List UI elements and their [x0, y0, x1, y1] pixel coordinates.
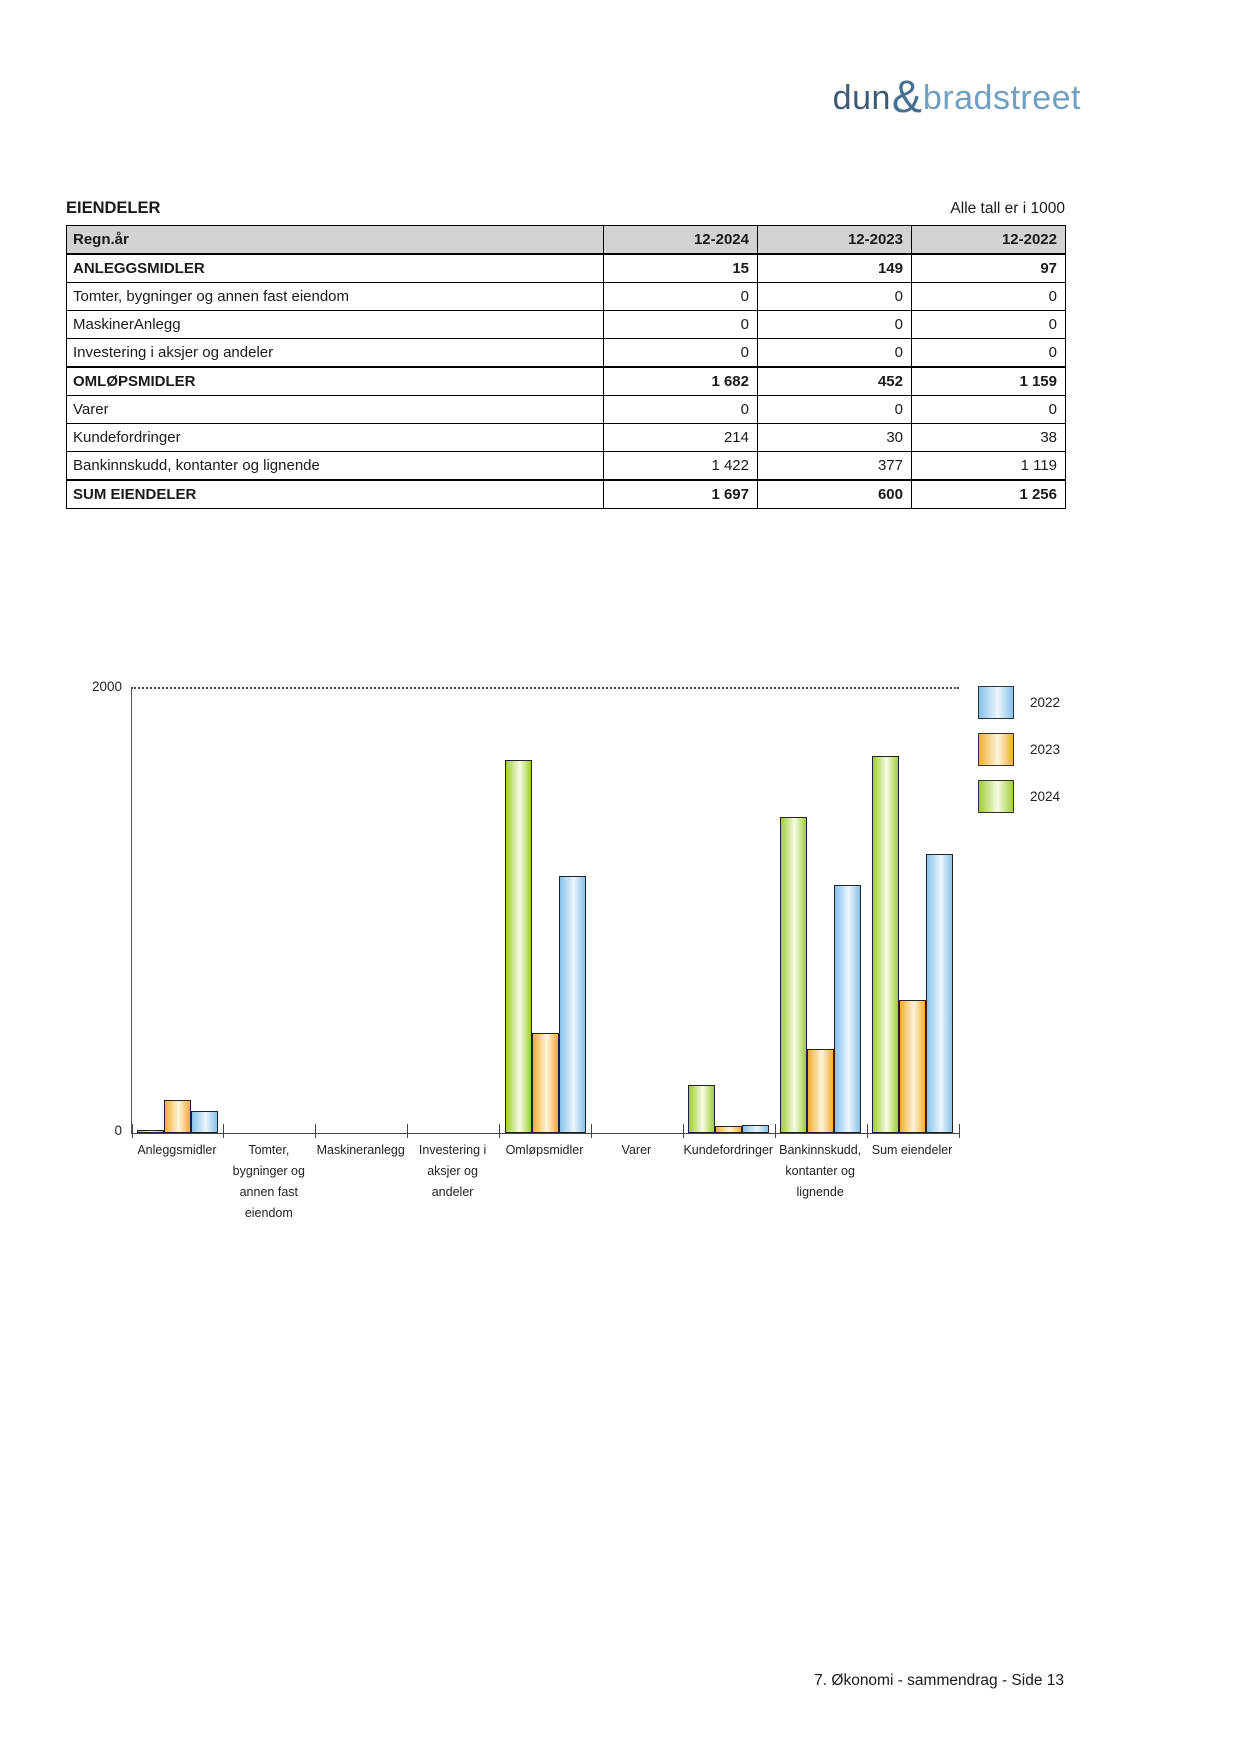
chart-group: [224, 689, 316, 1133]
bar-2024: [505, 760, 532, 1133]
row-value: 0: [758, 311, 912, 339]
row-value: 38: [912, 424, 1066, 452]
x-axis-tick: [499, 1124, 500, 1138]
units-note: Alle tall er i 1000: [950, 200, 1065, 217]
x-axis-label: Varer: [621, 1143, 652, 1157]
x-axis-label: Omløpsmidler: [505, 1143, 584, 1157]
bar-2023: [164, 1100, 191, 1133]
row-label: MaskinerAnlegg: [67, 311, 604, 339]
row-value: 0: [912, 311, 1066, 339]
x-axis-label: Investering i aksjer og andeler: [418, 1143, 487, 1199]
table-row: [67, 452, 1066, 481]
chart-plot: [131, 687, 959, 1134]
chart-group: [775, 689, 867, 1133]
section-header: [66, 199, 1065, 218]
chart-group: [316, 689, 408, 1133]
row-value: 0: [604, 311, 758, 339]
row-value: 1 682: [604, 367, 758, 396]
row-value: 0: [604, 283, 758, 311]
chart-group: [408, 689, 500, 1133]
legend-item-2023: [978, 733, 1060, 766]
chart-xlabels: [131, 1140, 958, 1260]
row-label: Tomter, bygninger og annen fast eiendom: [67, 283, 604, 311]
chart-group: [500, 689, 592, 1133]
row-value: 15: [604, 254, 758, 283]
bar-2022: [191, 1111, 218, 1133]
row-value: 452: [758, 367, 912, 396]
chart-group: [132, 689, 224, 1133]
legend-swatch-2024: [978, 780, 1014, 813]
chart-legend: [978, 686, 1060, 827]
table-row: [67, 367, 1066, 396]
x-axis-label: Sum eiendeler: [871, 1143, 953, 1157]
table-body: [67, 254, 1066, 509]
column-header: 12-2022: [912, 226, 1066, 255]
chart-group: [867, 689, 959, 1133]
row-label: Kundefordringer: [67, 424, 604, 452]
table-row: [67, 396, 1066, 424]
row-value: 0: [912, 339, 1066, 368]
table-row: [67, 283, 1066, 311]
table-row: [67, 424, 1066, 452]
row-value: 1 422: [604, 452, 758, 481]
x-axis-label: Anleggsmidler: [137, 1143, 217, 1157]
row-label: Varer: [67, 396, 604, 424]
row-value: 1 256: [912, 480, 1066, 509]
row-value: 377: [758, 452, 912, 481]
row-value: 30: [758, 424, 912, 452]
bar-2022: [834, 885, 861, 1133]
page-title: EIENDELER: [66, 199, 161, 217]
bar-2024: [780, 817, 807, 1133]
page-footer: 7. Økonomi - sammendrag - Side 13: [814, 1672, 1064, 1689]
table-row: [67, 254, 1066, 283]
row-value: 214: [604, 424, 758, 452]
legend-item-2022: [978, 686, 1060, 719]
table-row: [67, 339, 1066, 368]
bar-2022: [926, 854, 953, 1133]
bar-2023: [715, 1126, 742, 1133]
row-value: 0: [604, 396, 758, 424]
bar-2023: [532, 1033, 559, 1133]
bar-2024: [137, 1130, 164, 1133]
legend-swatch-2023: [978, 733, 1014, 766]
x-axis-label: Maskineranlegg: [316, 1143, 405, 1157]
column-header: Regn.år: [67, 226, 604, 255]
x-axis-tick: [315, 1124, 316, 1138]
y-axis-tick-2000: 2000: [91, 679, 122, 694]
legend-label: 2023: [1030, 742, 1061, 757]
x-axis-label: Tomter, bygninger og annen fast eiendom: [232, 1143, 305, 1220]
x-axis-label: Kundefordringer: [683, 1143, 774, 1157]
dun-bradstreet-logo: [833, 68, 1081, 120]
row-value: 600: [758, 480, 912, 509]
legend-swatch-2022: [978, 686, 1014, 719]
row-value: 1 119: [912, 452, 1066, 481]
x-axis-tick: [407, 1124, 408, 1138]
x-axis-tick: [132, 1124, 133, 1138]
x-axis-tick: [775, 1124, 776, 1138]
table-header-row: [67, 226, 1066, 255]
bar-2024: [872, 756, 899, 1133]
row-value: 0: [758, 396, 912, 424]
row-value: 1 159: [912, 367, 1066, 396]
row-value: 0: [912, 283, 1066, 311]
row-value: 1 697: [604, 480, 758, 509]
legend-label: 2024: [1030, 789, 1061, 804]
row-value: 0: [758, 283, 912, 311]
logo-text-bradstreet: bradstreet: [922, 79, 1081, 117]
row-label: ANLEGGSMIDLER: [67, 254, 604, 283]
x-axis-tick: [867, 1124, 868, 1138]
row-value: 97: [912, 254, 1066, 283]
y-axis-tick-0: 0: [114, 1123, 122, 1138]
bar-2022: [559, 876, 586, 1133]
legend-label: 2022: [1030, 695, 1061, 710]
chart-group: [683, 689, 775, 1133]
row-value: 0: [604, 339, 758, 368]
row-value: 0: [758, 339, 912, 368]
x-axis-label: Bankinnskudd, kontanter og lignende: [779, 1143, 862, 1199]
x-axis-tick: [959, 1124, 960, 1138]
logo-text-dun: dun: [832, 79, 891, 117]
row-value: 0: [912, 396, 1066, 424]
ampersand-icon: &: [891, 71, 922, 122]
bar-2023: [899, 1000, 926, 1133]
row-value: 149: [758, 254, 912, 283]
row-label: Investering i aksjer og andeler: [67, 339, 604, 368]
x-axis-tick: [683, 1124, 684, 1138]
column-header: 12-2023: [758, 226, 912, 255]
x-axis-tick: [591, 1124, 592, 1138]
legend-item-2024: [978, 780, 1060, 813]
chart-group: [591, 689, 683, 1133]
row-label: Bankinnskudd, kontanter og lignende: [67, 452, 604, 481]
table-header: [67, 226, 1066, 255]
row-label: OMLØPSMIDLER: [67, 367, 604, 396]
bar-2022: [742, 1125, 769, 1133]
bar-2024: [688, 1085, 715, 1133]
bar-2023: [807, 1049, 834, 1133]
row-label: SUM EIENDELER: [67, 480, 604, 509]
x-axis-tick: [223, 1124, 224, 1138]
column-header: 12-2024: [604, 226, 758, 255]
table-row: [67, 311, 1066, 339]
assets-table: [66, 225, 1066, 509]
table-row: [67, 480, 1066, 509]
